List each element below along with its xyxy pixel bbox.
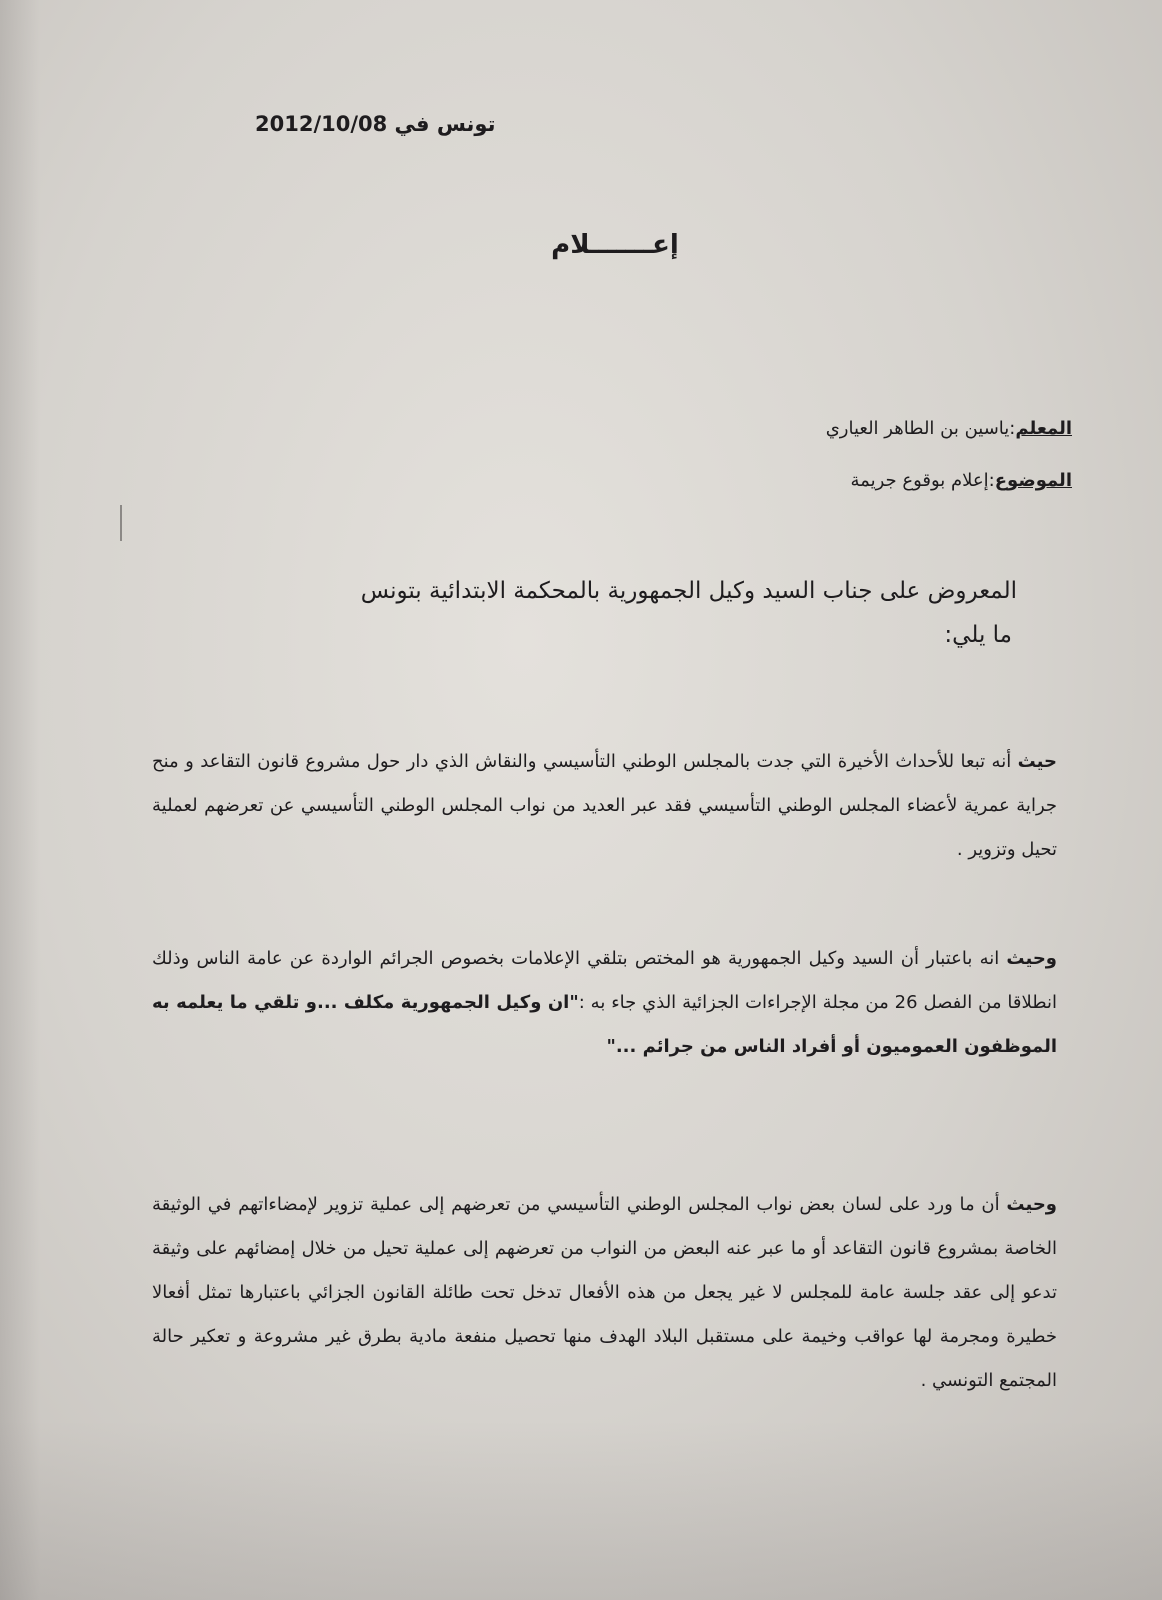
informant-value: :ياسين بن الطاهر العياري [825, 418, 1016, 439]
paragraph-2-lead: وحيث [1006, 948, 1057, 969]
date-line: تونس في 2012/10/08 [255, 112, 496, 136]
document-title: إعـــــــلام [551, 230, 679, 260]
addressee-line: المعروض على جناب السيد وكيل الجمهورية بالمحكمة الابتدائية بتونس [360, 578, 1017, 604]
paragraph-2 [152, 937, 1057, 1069]
paragraph-1 [152, 740, 1057, 872]
subject-value: :إعلام بوقوع جريمة [850, 470, 995, 491]
subject-line [851, 470, 1072, 491]
page-shadow-bottom [0, 1420, 1162, 1600]
paragraph-1-lead: حيث [1017, 751, 1057, 772]
subject-label: الموضوع [994, 470, 1072, 491]
addressee-followup: ما يلي: [944, 622, 1012, 648]
paragraph-2-quote: "ان وكيل الجمهورية مكلف ...و تلقي ما يعلمه به الموظفون العموميون أو أفراد الناس من جرائم ..." [152, 992, 1057, 1057]
page-shadow-left [0, 0, 40, 1600]
informant-line [826, 418, 1072, 439]
paragraph-3 [152, 1183, 1057, 1403]
paragraph-2-text: انه باعتبار أن السيد وكيل الجمهورية هو المختص بتلقي الإعلامات بخصوص الجرائم الواردة عن عامة الناس وذلك انطلاقا من الفصل 26 من مجلة الإجراءات الجزائية الذي جاء به : [152, 948, 1057, 1013]
paragraph-1-text: أنه تبعا للأحداث الأخيرة التي جدت بالمجلس الوطني التأسيسي والنقاش الذي دار حول مشروع قانون التقاعد و منح جراية عمرية لأعضاء المجلس الوطني التأسيسي فقد عبر العديد من نواب المجلس الوطني التأسيسي عن تعرضهم لعملية تحيل وتزوير . [152, 751, 1057, 860]
paragraph-3-lead: وحيث [1006, 1194, 1057, 1215]
paragraph-3-text: أن ما ورد على لسان بعض نواب المجلس الوطني التأسيسي من تعرضهم إلى عملية تزوير لإمضاءاتهم في الوثيقة الخاصة بمشروع قانون التقاعد أو ما عبر عنه البعض من النواب من تعرضهم إلى عملية تحيل من خلال إمضائهم على وثيقة تدعو إلى عقد جلسة عامة للمجلس لا غير يجعل من هذه الأفعال تدخل تحت طائلة القانون الجزائي باعتبارها تمثل أفعالا خطيرة ومجرمة لها عواقب وخيمة على مستقبل البلاد الهدف منها تحصيل منفعة مادية بطرق غير مشروعة و تعكير حالة المجتمع التونسي . [152, 1194, 1057, 1391]
informant-label: المعلم [1015, 418, 1072, 439]
pen-mark [120, 505, 122, 541]
